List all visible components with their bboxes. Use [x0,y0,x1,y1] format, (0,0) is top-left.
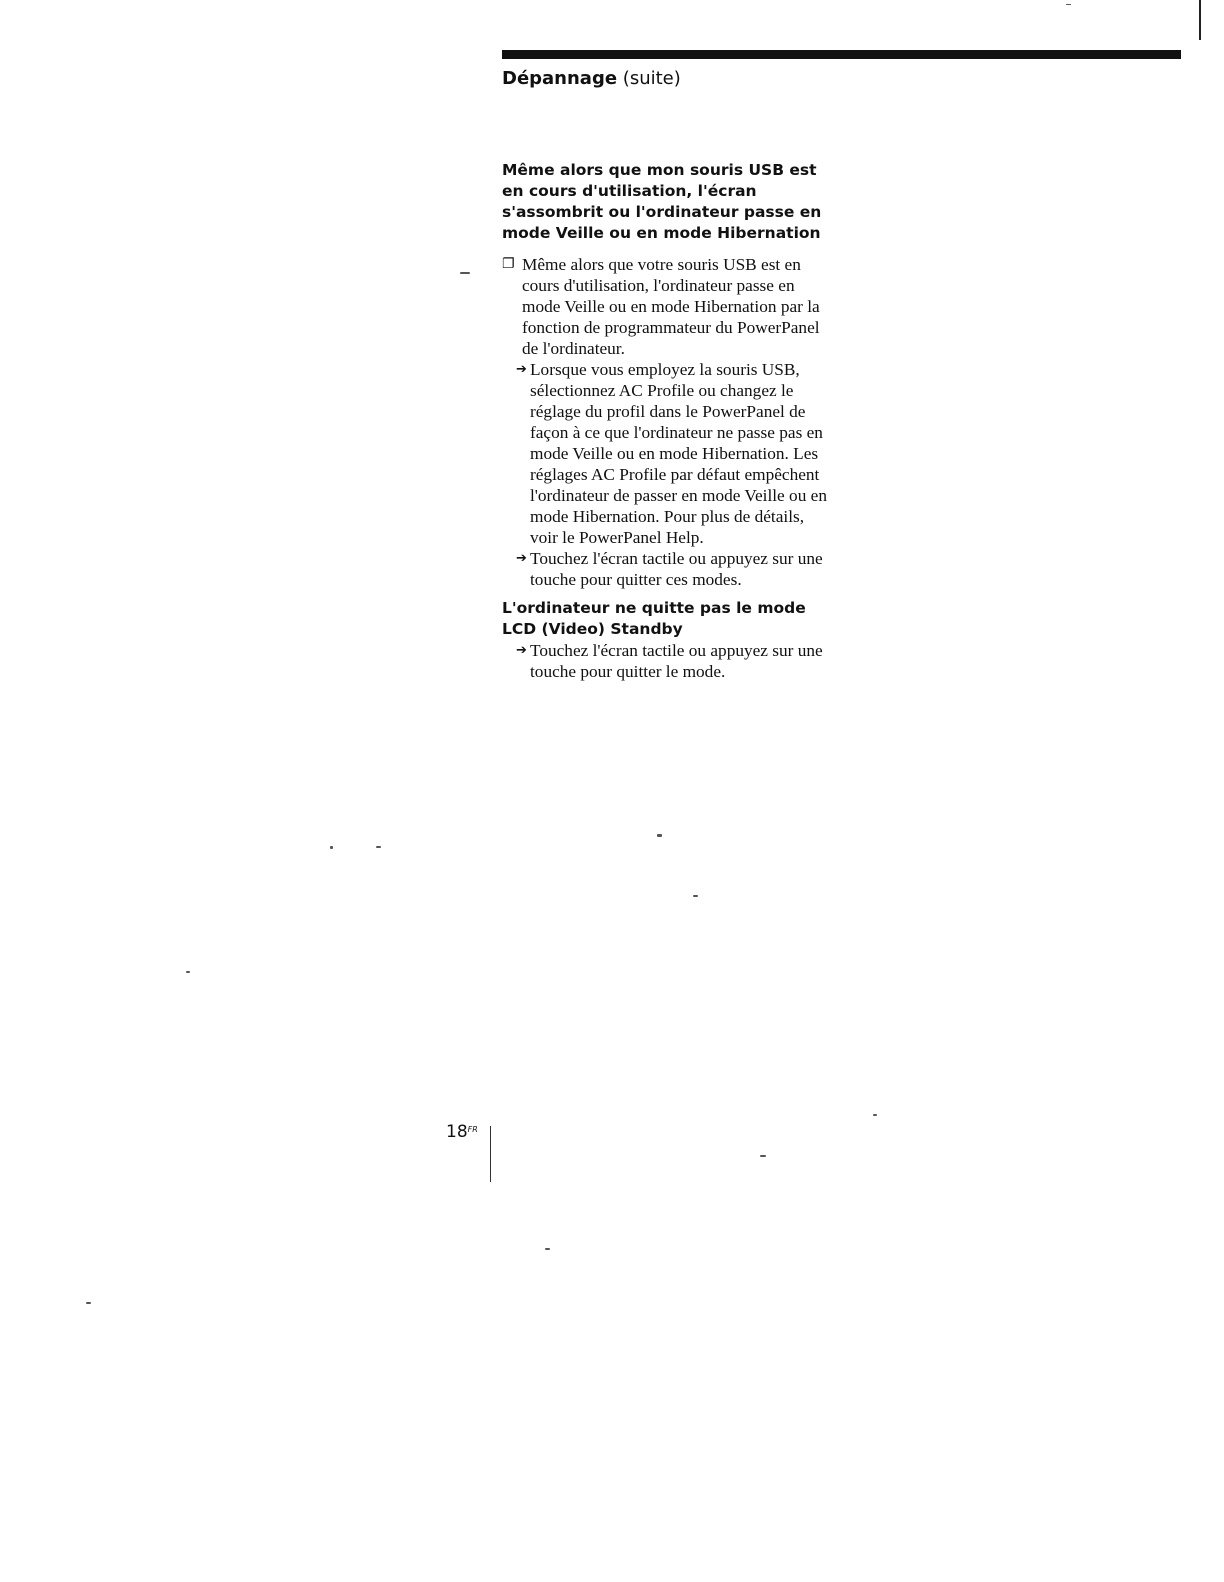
problem-item [502,254,832,359]
section-title: Dépannage [502,68,618,89]
page-number [446,1120,478,1144]
scan-speck [376,846,381,848]
checkbox-icon: ❐ [502,256,515,272]
scan-speck [1066,4,1071,5]
solution-text: Touchez l'écran tactile ou appuyez sur une touche pour quitter ces modes. [530,549,823,589]
scan-speck [693,895,698,897]
scan-speck [873,1114,877,1116]
problem-text: Même alors que votre souris USB est en cours d'utilisation, l'ordinateur passe en mode Veille ou en mode Hibernation par la fonction de programmateur du PowerPanel de l'ordinateur. [522,255,820,358]
page-divider [490,1126,491,1182]
scan-speck [460,272,470,274]
solution-item [502,640,832,682]
section-title-suffix: (suite) [622,68,681,89]
page-number-value: 18 [446,1122,468,1142]
scan-speck [545,1248,550,1250]
scan-speck [760,1155,766,1157]
solution-text: Touchez l'écran tactile ou appuyez sur une touche pour quitter le mode. [530,641,823,681]
scan-speck [86,1302,91,1304]
question-heading-usb-mouse: Même alors que mon souris USB est en cours d'utilisation, l'écran s'assombrit ou l'ordinateur passe en mode Veille ou en mode Hibernation [502,161,822,242]
scan-speck [657,834,662,837]
question-heading-lcd-standby: L'ordinateur ne quitte pas le mode LCD (Video) Standby [502,599,806,638]
content-column [502,160,832,682]
arrow-right-icon: ➔ [516,643,527,658]
solution-text: Lorsque vous employez la souris USB, sélectionnez AC Profile ou changez le réglage du profil dans le PowerPanel de façon à ce que l'ordinateur ne passe pas en mode Veille ou en mode Hibernation. Les réglages AC Profile par défaut empêchent l'ordinateur de passer en mode Veille ou en mode Hibernation. Pour plus de détails, voir le PowerPanel Help. [530,360,827,547]
edge-mark [1199,0,1201,40]
arrow-right-icon: ➔ [516,551,527,566]
scan-speck [186,971,190,973]
section-header [502,66,681,92]
solution-item [502,548,832,590]
page-number-suffix: FR [467,1125,478,1134]
arrow-right-icon: ➔ [516,362,527,377]
header-rule [502,50,1181,59]
scan-speck [330,846,333,849]
solution-item [502,359,832,548]
